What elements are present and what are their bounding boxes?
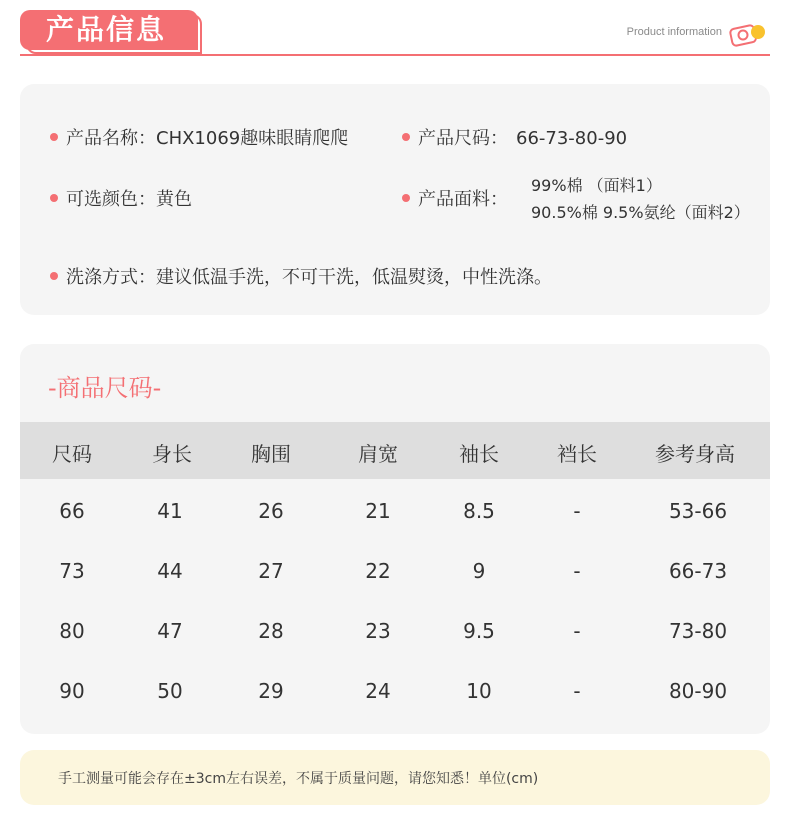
table-cell: - <box>573 679 581 703</box>
table-row <box>20 499 770 559</box>
title-tab <box>20 10 198 50</box>
table-cell: 41 <box>157 499 183 523</box>
fabric-line-1: 99%棉 （面料1） <box>531 176 662 195</box>
bullet-dot <box>402 133 410 141</box>
bullet-dot <box>50 194 58 202</box>
table-cell: 24 <box>365 679 391 703</box>
table-header-row <box>20 422 770 479</box>
camera-flower-icon <box>728 18 770 48</box>
table-cell: 9 <box>472 559 486 583</box>
table-cell: 23 <box>365 619 391 643</box>
table-cell: 73 <box>59 559 85 583</box>
info-wash <box>50 263 552 289</box>
table-cell: 28 <box>258 619 284 643</box>
size-chart-card <box>20 344 770 734</box>
table-cell: 10 <box>466 679 492 703</box>
table-cell: - <box>573 619 581 643</box>
info-wash-label: 洗涤方式： <box>66 267 156 288</box>
table-cell: 66 <box>59 499 85 523</box>
table-row <box>20 619 770 679</box>
table-cell: 50 <box>157 679 183 703</box>
note-text: 手工测量可能会存在±3cm左右误差，不属于质量问题，请您知悉！单位(cm) <box>58 771 539 787</box>
table-cell: 8.5 <box>463 499 495 523</box>
table-cell: 44 <box>157 559 183 583</box>
info-color <box>50 185 192 211</box>
section-title: 产品信息 <box>45 13 166 46</box>
bullet-dot <box>50 272 58 280</box>
info-name-label: 产品名称： <box>66 128 156 149</box>
fabric-values <box>531 172 750 226</box>
table-cell: 9.5 <box>463 619 495 643</box>
table-cell: 27 <box>258 559 284 583</box>
info-color-value: 黄色 <box>156 189 192 210</box>
header-cell: 参考身高 <box>655 442 735 466</box>
info-size <box>402 124 627 150</box>
table-cell: 26 <box>258 499 284 523</box>
table-cell: - <box>573 559 581 583</box>
table-cell: 66-73 <box>668 559 728 583</box>
header-cell: 裆长 <box>557 442 597 466</box>
info-fabric-label: 产品面料： <box>418 189 508 210</box>
info-color-label: 可选颜色： <box>66 189 156 210</box>
info-size-value: 66-73-80-90 <box>516 128 628 149</box>
info-name <box>50 124 348 150</box>
fabric-line-2: 90.5%棉 9.5%氨纶（面料2） <box>531 203 750 222</box>
info-size-label: 产品尺码： <box>418 128 508 149</box>
section-subtitle: Product information <box>626 26 722 38</box>
header-cell: 尺码 <box>52 442 92 466</box>
bullet-dot <box>50 133 58 141</box>
header-cell: 胸围 <box>251 442 291 466</box>
header-divider <box>20 54 770 56</box>
table-cell: 21 <box>365 499 391 523</box>
header-cell: 肩宽 <box>358 442 398 466</box>
bullet-dot <box>402 194 410 202</box>
table-cell: 47 <box>157 619 183 643</box>
info-fabric <box>402 185 508 211</box>
table-cell: - <box>573 499 581 523</box>
info-wash-value: 建议低温手洗，不可干洗，低温熨烫，中性洗涤。 <box>156 267 552 288</box>
table-row <box>20 679 770 739</box>
size-chart-title: -商品尺码- <box>48 374 162 402</box>
section-header <box>20 10 770 58</box>
table-row <box>20 559 770 619</box>
product-info-card <box>20 84 770 315</box>
header-cell: 身长 <box>152 442 192 466</box>
table-cell: 73-80 <box>668 619 728 643</box>
table-cell: 29 <box>258 679 284 703</box>
table-cell: 90 <box>59 679 85 703</box>
table-cell: 22 <box>365 559 391 583</box>
measurement-note <box>20 750 770 805</box>
header-cell: 袖长 <box>459 442 499 466</box>
table-cell: 80 <box>59 619 85 643</box>
info-name-value: CHX1069趣味眼睛爬爬 <box>156 128 349 149</box>
table-cell: 53-66 <box>668 499 728 523</box>
table-cell: 80-90 <box>668 679 728 703</box>
